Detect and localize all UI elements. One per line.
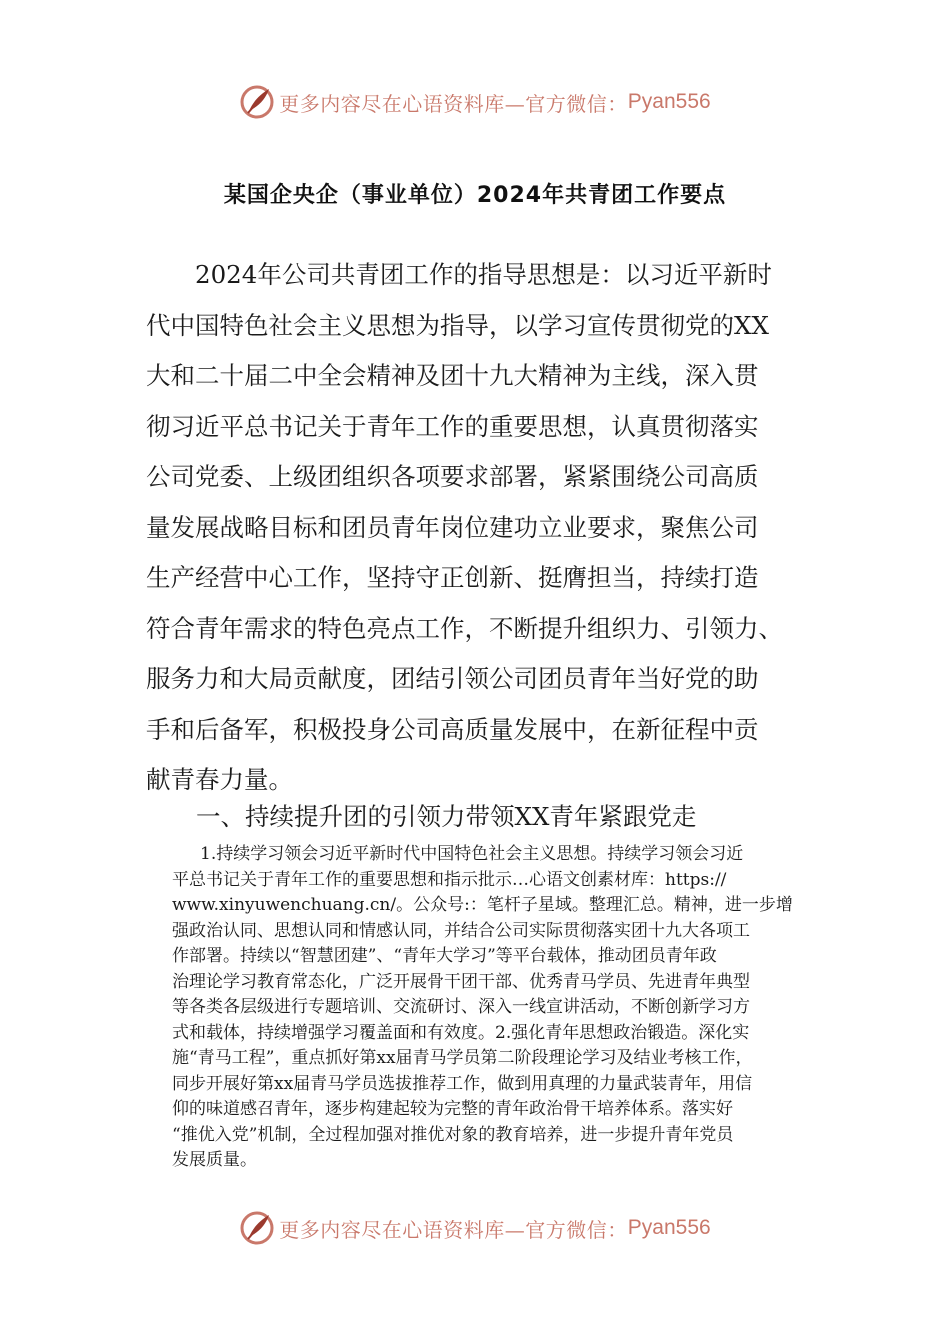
- text-line: 治理论学习教育常态化，广泛开展骨干团干部、优秀青马学员、先进青年典型: [172, 971, 750, 992]
- quill-logo-icon: [239, 84, 275, 120]
- text-line: 强政治认同、思想认同和情感认同，并结合公司实际贯彻落实团十九大各项工: [172, 920, 750, 941]
- text-line: 大和二十届二中全会精神及团十九大精神为主线，深入贯: [146, 361, 759, 390]
- text-line: www.xinyuwenchuang.cn/。公众号:：笔杆子星域。整理汇总。精神，进一步增: [172, 895, 793, 915]
- text-line: 服务力和大局贡献度，团结引领公司团员青年当好党的助: [146, 664, 759, 693]
- text-line: 等各类各层级进行专题培训、交流研讨、深入一线宣讲活动，不断创新学习方: [172, 997, 750, 1017]
- text-line: 同步开展好第xx届青马学员选拔推荐工作，做到用真理的力量武装青年，用信: [172, 1073, 753, 1094]
- text-line: 量发展战略目标和团员青年岗位建功立业要求，聚焦公司: [146, 512, 759, 542]
- text-line: 生产经营中心工作，坚持守正创新、挺膺担当，持续打造: [146, 563, 759, 592]
- header-banner: [0, 82, 950, 122]
- text-line: 彻习近平总书记关于青年工作的重要思想，认真贯彻落实: [146, 411, 759, 441]
- text-line: 2024年公司共青团工作的指导思想是：以习近平新时: [195, 260, 772, 289]
- text-line: 式和载体，持续增强学习覆盖面和有效度。2.强化青年思想政治锻造。深化实: [172, 1022, 750, 1043]
- section-heading: 一、持续提升团的引领力带领XX青年紧跟党走: [196, 802, 697, 831]
- text-line: 符合青年需求的特色亮点工作，不断提升组织力、引领力、: [146, 613, 783, 643]
- banner-text: 更多内容尽在心语资料库—官方微信：: [279, 1217, 628, 1242]
- text-line: 作部署。持续以“智慧团建”、“青年大学习”等平台载体，推动团员青年政: [172, 946, 717, 966]
- text-line: 平总书记关于青年工作的重要思想和指示批示…心语文创素材库：https://: [172, 869, 727, 890]
- text-line: 公司党委、上级团组织各项要求部署，紧紧围绕公司高质: [146, 462, 759, 491]
- wechat-id: Pyan556: [627, 1216, 711, 1239]
- text-line: 发展质量。: [172, 1150, 257, 1170]
- text-line: “推优入党”机制，全过程加强对推优对象的教育培养，进一步提升青年党员: [172, 1124, 734, 1145]
- text-line: 仰的味道感召青年，逐步构建起较为完整的青年政治骨干培养体系。落实好: [172, 1099, 733, 1119]
- text-line: 1.持续学习领会习近平新时代中国特色社会主义思想。持续学习领会习近: [200, 844, 744, 864]
- wechat-id: Pyan556: [627, 90, 711, 113]
- text-line: 施“青马工程”，重点抓好第xx届青马学员第二阶段理论学习及结业考核工作，: [172, 1048, 753, 1068]
- text-line: 代中国特色社会主义思想为指导，以学习宣传贯彻党的XX: [146, 310, 769, 340]
- quill-logo-icon: [239, 1210, 275, 1246]
- text-line: 手和后备军，积极投身公司高质量发展中，在新征程中贡: [146, 714, 759, 744]
- lead-paragraph: [146, 250, 796, 806]
- text-line: 献青春力量。: [146, 765, 293, 794]
- footer-banner: [0, 1208, 950, 1248]
- banner-text: 更多内容尽在心语资料库—官方微信：: [279, 91, 628, 116]
- section-body: [172, 842, 812, 1174]
- document-title: 某国企央企（事业单位）2024年共青团工作要点: [223, 183, 727, 208]
